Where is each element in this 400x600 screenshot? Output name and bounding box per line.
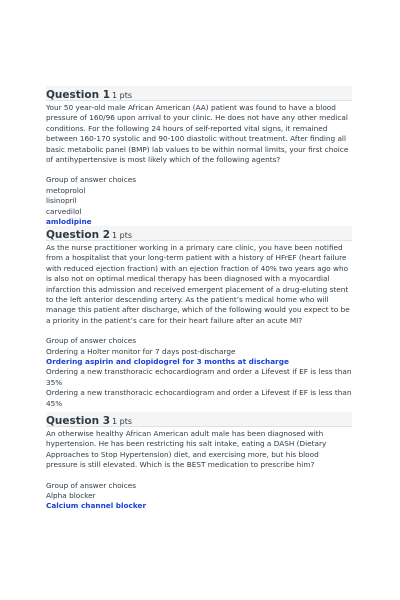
question-2	[46, 226, 352, 409]
answer-choice-selected[interactable]: Ordering aspirin and clopidogrel for 3 months at discharge	[46, 357, 289, 367]
question-points: 1 pts	[112, 231, 133, 240]
question-header	[46, 226, 352, 241]
answer-choice[interactable]: lisinopril	[46, 196, 77, 206]
question-title: Question 3	[46, 415, 111, 427]
choices-label: Group of answer choices	[46, 175, 136, 185]
question-header	[46, 412, 352, 427]
choices-label: Group of answer choices	[46, 336, 136, 346]
answer-choice-selected[interactable]: Calcium channel blocker	[46, 501, 147, 511]
answer-choice[interactable]: Ordering a new transthoracic echocardiogram and order a Lifevest if EF is less than 35%	[46, 367, 352, 387]
answer-choice[interactable]: carvedilol	[46, 206, 82, 216]
choices-label: Group of answer choices	[46, 480, 136, 490]
answer-choice[interactable]: Alpha blocker	[46, 491, 96, 501]
question-header	[46, 86, 352, 101]
question-1	[46, 86, 352, 227]
answer-choice[interactable]: metoprolol	[46, 185, 86, 195]
answer-choice[interactable]: Ordering a Holter monitor for 7 days post-discharge	[46, 346, 236, 356]
question-text: An otherwise healthy African American adult male has been diagnosed with hypertension. He has been restricting his salt intake, eating a DASH (Dietary Approaches to Stop Hypertension) diet, and exercising more, but his blood pressure is still elevated. Which is the BEST medication to prescribe him?	[46, 429, 327, 470]
question-points: 1 pts	[112, 91, 133, 100]
answer-choice-selected[interactable]: amlodipine	[46, 217, 92, 227]
question-text: Your 50 year-old male African American (AA) patient was found to have a blood pressure of 160/96 upon arrival to your clinic. He does not have any other medical conditions. For the following 24 hours of self-reported vital signs, it remained between 160-170 systolic and 90-100 diastolic without treatment. After finding all basic metabolic panel (BMP) lab values to be within normal limits, your first choice of antihypertensive is most likely which of the following agents?	[46, 103, 349, 165]
question-text: As the nurse practitioner working in a primary care clinic, you have been notified from a hospitalist that your long-term patient with a history of HFrEF (heart failure with reduced ejection fraction) with an ejection fraction of 40% two years ago who is also not on optimal medical therapy has been diagnosed with a myocardial infarction this admission and received emergent placement of a drug-eluting stent to the left anterior descending artery. As the patient’s medical home who will manage this patient after discharge, which of the following would you expect to be a priority in the patient’s care for their heart failure after an acute MI?	[46, 243, 350, 325]
question-title: Question 2	[46, 229, 111, 241]
answer-choice[interactable]: Ordering a new transthoracic echocardiogram and order a Lifevest if EF is less than 45%	[46, 388, 352, 408]
question-3	[46, 412, 352, 512]
question-title: Question 1	[46, 89, 111, 101]
question-points: 1 pts	[112, 417, 133, 426]
